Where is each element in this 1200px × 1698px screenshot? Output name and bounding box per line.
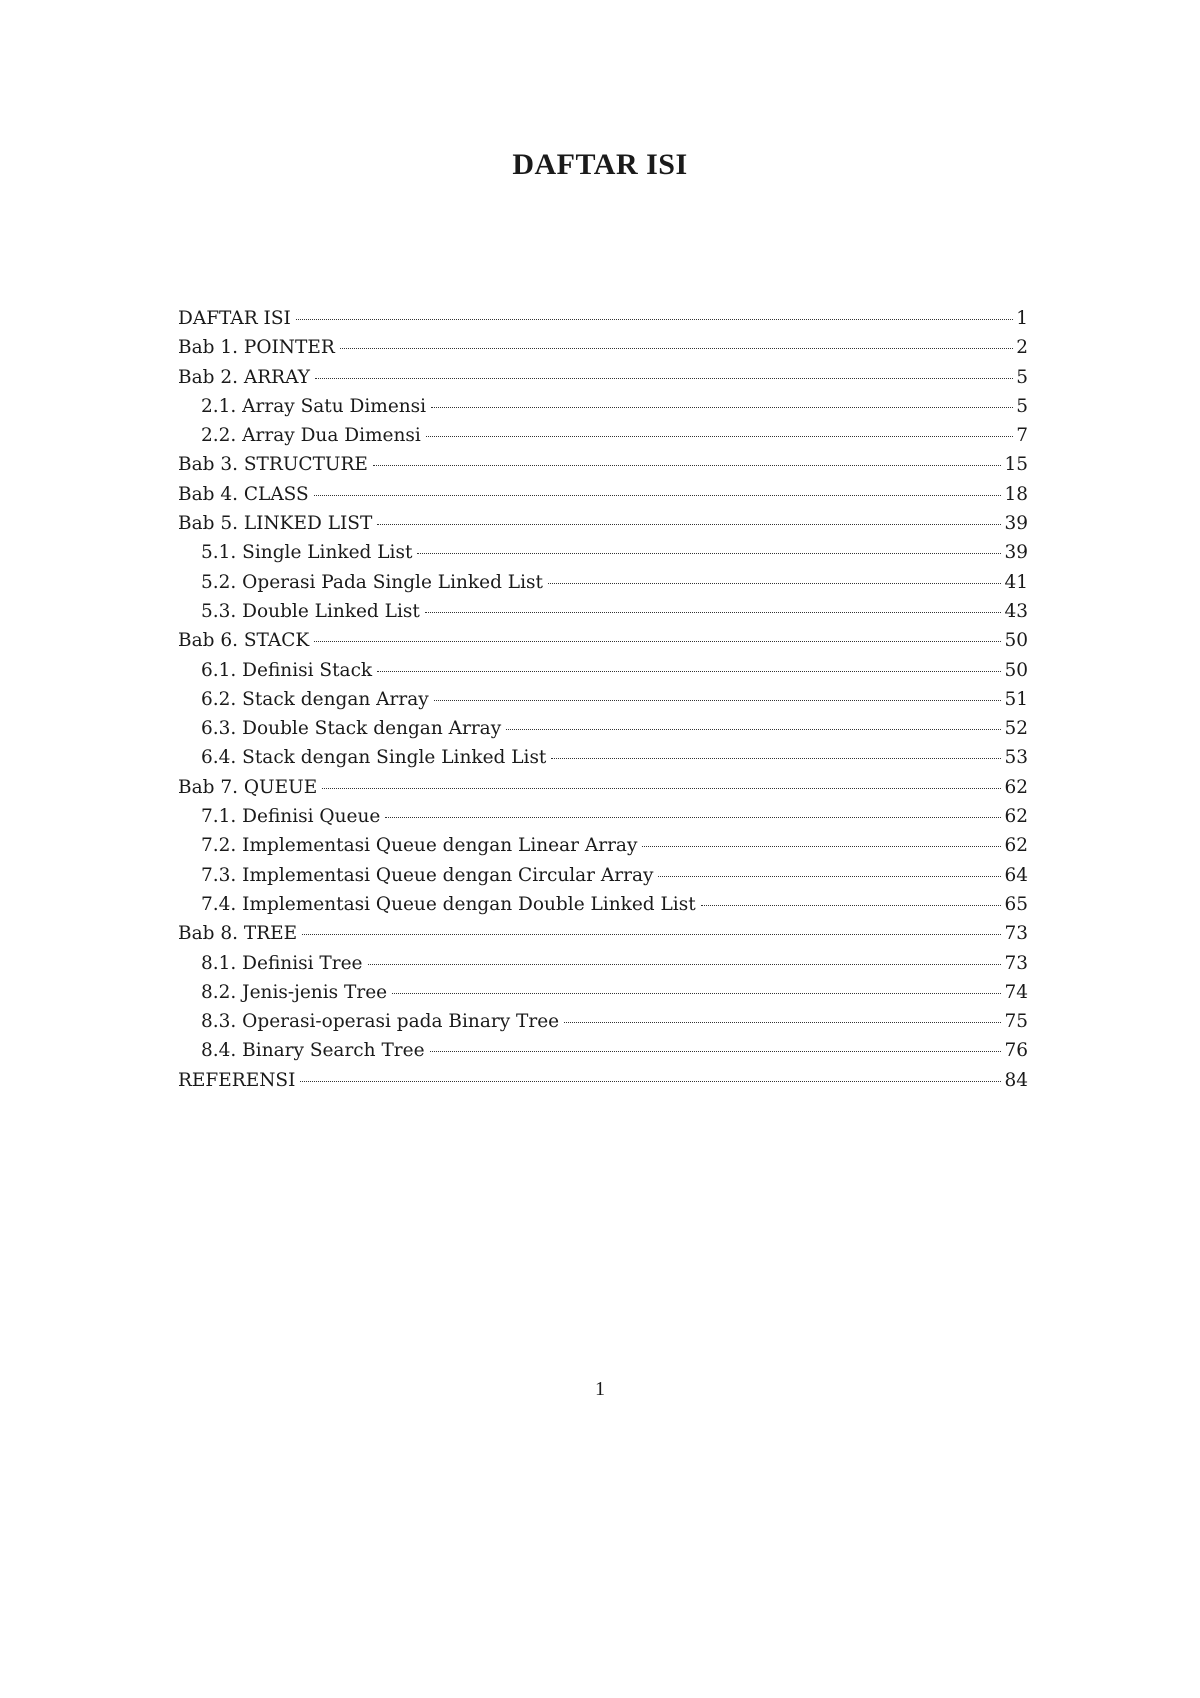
toc-dot-leader bbox=[340, 347, 1013, 349]
toc-dot-leader bbox=[548, 582, 1002, 584]
toc-dot-leader bbox=[564, 1021, 1001, 1023]
toc-dot-leader bbox=[551, 757, 1001, 759]
toc-entry-label: 7.1. Definisi Queue bbox=[201, 806, 381, 828]
toc-chapter-entry bbox=[178, 626, 1028, 655]
toc-section-entry bbox=[178, 538, 1028, 567]
toc-entry-label: 5.2. Operasi Pada Single Linked List bbox=[201, 571, 543, 593]
toc-entry-page: 76 bbox=[1004, 1040, 1028, 1062]
toc-dot-leader bbox=[373, 464, 1002, 466]
toc-entry-page: 5 bbox=[1016, 366, 1028, 388]
toc-entry-label: Bab 3. STRUCTURE bbox=[178, 454, 368, 476]
toc-entry-page: 50 bbox=[1004, 659, 1028, 681]
toc-entry-page: 62 bbox=[1004, 835, 1028, 857]
toc-dot-leader bbox=[296, 318, 1013, 320]
toc-dot-leader bbox=[434, 699, 1002, 701]
toc-section-entry bbox=[178, 568, 1028, 597]
toc-entry-label: Bab 7. QUEUE bbox=[178, 776, 318, 798]
toc-section-entry bbox=[178, 656, 1028, 685]
toc-section-entry bbox=[178, 978, 1028, 1007]
toc-entry-label: Bab 4. CLASS bbox=[178, 483, 309, 505]
toc-entry-label: 7.4. Implementasi Queue dengan Double Linked List bbox=[201, 893, 696, 915]
toc-entry-label: Bab 5. LINKED LIST bbox=[178, 513, 373, 535]
toc-entry-label: 8.1. Definisi Tree bbox=[201, 952, 363, 974]
toc-entry-label: 8.4. Binary Search Tree bbox=[201, 1040, 425, 1062]
toc-entry-page: 62 bbox=[1004, 806, 1028, 828]
toc-entry-label: 8.3. Operasi-operasi pada Binary Tree bbox=[201, 1011, 560, 1033]
toc-entry-label: REFERENSI bbox=[178, 1069, 296, 1091]
toc-section-entry bbox=[178, 421, 1028, 450]
toc-dot-leader bbox=[302, 933, 1001, 935]
toc-chapter-entry bbox=[178, 480, 1028, 509]
toc-entry-page: 41 bbox=[1004, 571, 1028, 593]
toc-entry-label: 6.3. Double Stack dengan Array bbox=[201, 718, 502, 740]
toc-entry-page: 39 bbox=[1004, 542, 1028, 564]
toc-dot-leader bbox=[315, 377, 1013, 379]
table-of-contents bbox=[178, 304, 1028, 1095]
toc-entry-page: 51 bbox=[1004, 688, 1028, 710]
toc-entry-label: Bab 2. ARRAY bbox=[178, 366, 310, 388]
toc-section-entry bbox=[178, 861, 1028, 890]
toc-chapter-entry bbox=[178, 509, 1028, 538]
toc-entry-page: 43 bbox=[1004, 600, 1028, 622]
toc-entry-page: 7 bbox=[1016, 425, 1028, 447]
toc-chapter-entry bbox=[178, 773, 1028, 802]
toc-section-entry bbox=[178, 1007, 1028, 1036]
toc-dot-leader bbox=[385, 816, 1001, 818]
toc-dot-leader bbox=[430, 1050, 1002, 1052]
toc-chapter-entry bbox=[178, 363, 1028, 392]
page-title: DAFTAR ISI bbox=[512, 148, 688, 181]
toc-entry-label: 8.2. Jenis-jenis Tree bbox=[201, 981, 388, 1003]
toc-entry-page: 2 bbox=[1016, 337, 1028, 359]
toc-dot-leader bbox=[425, 611, 1002, 613]
toc-dot-leader bbox=[300, 1080, 1001, 1082]
toc-dot-leader bbox=[417, 552, 1001, 554]
toc-chapter-entry bbox=[178, 919, 1028, 948]
toc-dot-leader bbox=[392, 992, 1001, 994]
toc-entry-label: 6.4. Stack dengan Single Linked List bbox=[201, 747, 547, 769]
toc-entry-label: 2.1. Array Satu Dimensi bbox=[201, 395, 427, 417]
toc-entry-page: 39 bbox=[1004, 513, 1028, 535]
toc-entry-label: 2.2. Array Dua Dimensi bbox=[201, 425, 421, 447]
toc-entry-page: 18 bbox=[1004, 483, 1028, 505]
toc-entry-label: 6.1. Definisi Stack bbox=[201, 659, 373, 681]
toc-entry-page: 15 bbox=[1004, 454, 1028, 476]
toc-dot-leader bbox=[642, 845, 1001, 847]
toc-entry-page: 64 bbox=[1004, 864, 1028, 886]
toc-section-entry bbox=[178, 714, 1028, 743]
toc-entry-page: 73 bbox=[1004, 952, 1028, 974]
toc-section-entry bbox=[178, 949, 1028, 978]
toc-entry-label: 7.2. Implementasi Queue dengan Linear Array bbox=[201, 835, 638, 857]
toc-dot-leader bbox=[322, 787, 1001, 789]
toc-entry-label: Bab 8. TREE bbox=[178, 923, 298, 945]
toc-dot-leader bbox=[314, 494, 1002, 496]
toc-entry-label: 7.3. Implementasi Queue dengan Circular Array bbox=[201, 864, 654, 886]
toc-chapter-entry bbox=[178, 450, 1028, 479]
toc-entry-page: 75 bbox=[1004, 1011, 1028, 1033]
toc-dot-leader bbox=[314, 640, 1001, 642]
toc-dot-leader bbox=[431, 406, 1013, 408]
toc-dot-leader bbox=[658, 875, 1001, 877]
toc-entry-page: 65 bbox=[1004, 893, 1028, 915]
toc-entry-page: 1 bbox=[1016, 308, 1028, 329]
toc-entry-label: DAFTAR ISI bbox=[178, 308, 291, 329]
toc-section-entry bbox=[178, 1036, 1028, 1065]
toc-entry-label: 6.2. Stack dengan Array bbox=[201, 688, 429, 710]
toc-dot-leader bbox=[426, 435, 1013, 437]
toc-dot-leader bbox=[506, 728, 1001, 730]
toc-entry-label: Bab 6. STACK bbox=[178, 630, 310, 652]
toc-chapter-entry bbox=[178, 1066, 1028, 1095]
toc-entry-page: 53 bbox=[1004, 747, 1028, 769]
toc-entry-label: Bab 1. POINTER bbox=[178, 337, 335, 359]
toc-section-entry bbox=[178, 802, 1028, 831]
toc-section-entry bbox=[178, 890, 1028, 919]
toc-entry-label: 5.3. Double Linked List bbox=[201, 600, 420, 622]
toc-entry-page: 74 bbox=[1004, 981, 1028, 1003]
toc-entry-page: 73 bbox=[1004, 923, 1028, 945]
toc-entry-page: 84 bbox=[1004, 1069, 1028, 1091]
toc-dot-leader bbox=[377, 523, 1001, 525]
toc-chapter-entry bbox=[178, 333, 1028, 362]
toc-entry-page: 52 bbox=[1004, 718, 1028, 740]
toc-section-entry bbox=[178, 743, 1028, 772]
toc-section-entry bbox=[178, 831, 1028, 860]
toc-entry-page: 50 bbox=[1004, 630, 1028, 652]
toc-entry-label: 5.1. Single Linked List bbox=[201, 542, 413, 564]
toc-section-entry bbox=[178, 685, 1028, 714]
toc-dot-leader bbox=[701, 904, 1002, 906]
toc-dot-leader bbox=[368, 963, 1002, 965]
toc-section-entry bbox=[178, 392, 1028, 421]
toc-dot-leader bbox=[377, 670, 1001, 672]
toc-entry-page: 62 bbox=[1004, 776, 1028, 798]
toc-chapter-entry bbox=[178, 304, 1028, 333]
toc-entry-page: 5 bbox=[1016, 395, 1028, 417]
toc-section-entry bbox=[178, 597, 1028, 626]
page-number: 1 bbox=[595, 1378, 605, 1400]
